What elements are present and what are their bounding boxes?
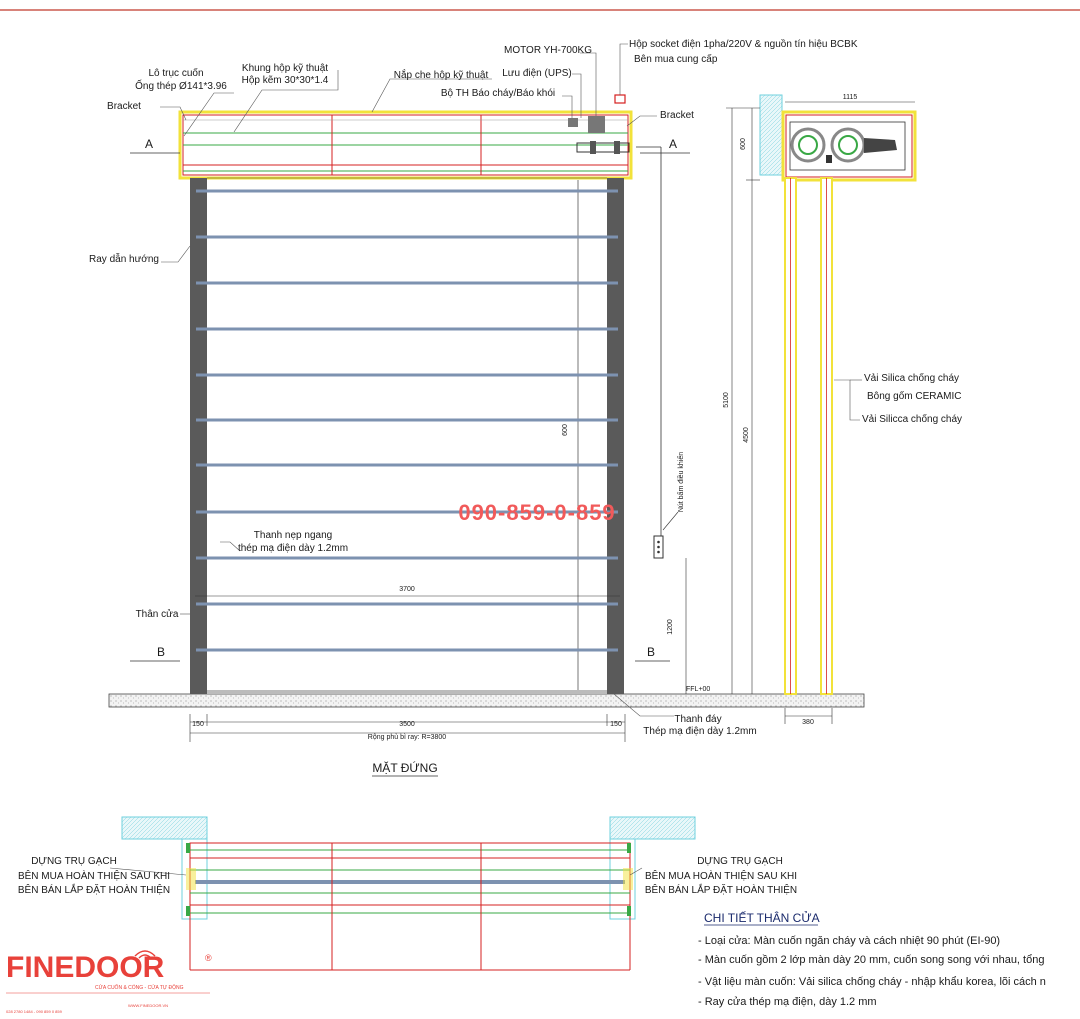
socket-box: [615, 95, 625, 103]
label-bottom-bar-1: Thanh đáy: [674, 714, 722, 725]
plan-bracket: [623, 868, 633, 890]
logo-contact: 028 2780 1484 - 090 859 0 859: [6, 1009, 62, 1014]
plan-frame: [190, 843, 630, 913]
plan-mark: [627, 843, 631, 853]
bottom-bar: [207, 690, 607, 694]
motor-box: [588, 116, 605, 133]
dim-3700: 3700: [399, 586, 415, 593]
phone-number: 090-859-0-859: [458, 500, 616, 525]
leader-motor: [580, 53, 596, 116]
plan-bracket: [186, 868, 196, 890]
label-silica-2: Vải Silicca chống cháy: [862, 414, 963, 425]
plan-mark: [186, 843, 190, 853]
label-ceramic: Bông gốm CERAMIC: [867, 391, 962, 402]
dim-1115: 1115: [842, 94, 858, 101]
spec-item-1: - Loại cửa: Màn cuốn ngăn cháy và cách nhiệt 90 phút (EI-90): [698, 935, 1001, 947]
leader-line: [663, 512, 678, 530]
plan-wall-right: [610, 817, 695, 839]
label-socket: Hộp socket điện 1pha/220V & nguồn tín hiệu BCBK: [629, 39, 858, 50]
plan-note-left-2: BÊN MUA HOÀN THIỆN SAU KHI: [17, 871, 171, 882]
section-a-right: A: [668, 137, 678, 151]
label-door-body: Thân cửa: [135, 609, 179, 620]
label-frame-2: Hộp kẽm 30*30*1.4: [241, 75, 329, 86]
plan-note-left-1: DỰNG TRỤ GẠCH: [31, 856, 117, 867]
dim-1200: 1200: [667, 619, 674, 635]
dim-3500: 3500: [399, 721, 415, 728]
logo-registered: ®: [205, 953, 212, 963]
logo-brand: FINEDOOR: [6, 951, 165, 984]
label-bottom-bar-2: Thép mạ điện dày 1.2mm: [643, 726, 757, 737]
label-fire-alarm: Bộ TH Báo cháy/Báo khói: [440, 88, 556, 99]
logo-tagline: CỬA CUỐN & CỔNG - CỬA TỰ ĐỘNG: [95, 985, 184, 991]
motor-clamp: [590, 141, 596, 154]
spec-item-3: - Vật liệu màn cuốn: Vải silica chống cháy - nhập khẩu korea, lõi cách n: [698, 976, 1046, 988]
ups-box: [568, 118, 578, 127]
label-bracket-left: Bracket: [107, 101, 141, 112]
label-control-button: Nút bấm điều khiển: [678, 451, 685, 513]
section-b-left: B: [156, 645, 166, 659]
label-silica-1: Vải Silica chống cháy: [864, 373, 960, 384]
label-slat-2: thép mạ điện dày 1.2mm: [237, 543, 349, 554]
elevation-view: [89, 38, 864, 776]
section-a-left: A: [144, 137, 154, 151]
leader-socket: [620, 44, 628, 95]
spec-item-2: - Màn cuốn gồm 2 lớp màn dày 20 mm, cuốn song song với nhau, tổng: [698, 954, 1045, 966]
dim-4500: 4500: [743, 427, 750, 443]
spec-item-4: - Ray cửa thép mạ điện, dày 1.2 mm: [698, 996, 877, 1008]
button-dot: [657, 546, 660, 549]
dim-5100: 5100: [723, 392, 730, 408]
motor-shaft: [577, 143, 629, 152]
section-b-right: B: [646, 645, 656, 659]
dim-600-inner: 600: [562, 424, 569, 436]
label-buyer-supply: Bên mua cung cấp: [634, 54, 718, 65]
roller-bracket: [826, 155, 832, 163]
motor-clamp: [614, 141, 620, 154]
label-slat-1: Thanh nẹp ngang: [253, 530, 333, 541]
label-motor: MOTOR YH-700KG: [504, 45, 592, 56]
label-roller-2: Ống thép Ø141*3.96: [135, 81, 227, 92]
label-frame-1: Khung hộp kỹ thuật: [241, 63, 329, 74]
plan-note-right-2: BÊN MUA HOÀN THIỆN SAU KHI: [644, 871, 798, 882]
elevation-title: MẶT ĐỨNG: [372, 761, 438, 775]
floor: [109, 694, 864, 707]
plan-mark: [186, 906, 190, 916]
logo-website: WWW.FINEDOOR.VN: [128, 1003, 168, 1008]
plan-mark: [627, 906, 631, 916]
slats-group: [196, 191, 618, 650]
label-cover: Nắp che hộp kỹ thuật: [393, 70, 489, 81]
button-dot: [657, 541, 660, 544]
label-guide-rail: Ray dẫn hướng: [89, 254, 159, 265]
side-section: [723, 94, 962, 726]
label-bracket-right: Bracket: [660, 110, 694, 121]
plan-wall-left: [122, 817, 207, 839]
dim-150-right: 150: [610, 721, 622, 728]
leader-rail: [161, 246, 190, 262]
label-roller-1: Lô trục cuốn: [148, 68, 204, 79]
plan-note-right-1: DỰNG TRỤ GẠCH: [697, 856, 783, 867]
dim-total-width: Rộng phủ bì ray: R=3800: [367, 734, 447, 741]
guide-rail-left: [190, 178, 207, 694]
dim-150-left: 150: [192, 721, 204, 728]
label-ffl: FFL+00: [686, 686, 711, 693]
label-ups: Lưu điện (UPS): [502, 68, 572, 79]
leader-silica: [834, 380, 860, 420]
specs-block: [698, 910, 1046, 1008]
side-wall: [760, 95, 782, 175]
dim-side-600: 600: [740, 138, 747, 150]
logo: [6, 951, 212, 1014]
specs-title: CHI TIẾT THÂN CỬA: [704, 911, 820, 925]
guide-rail-right: [607, 178, 624, 694]
plan-note-right-3: BÊN BÁN LẮP ĐẶT HOÀN THIỆN: [644, 885, 798, 896]
dim-380: 380: [802, 719, 814, 726]
button-dot: [657, 551, 660, 554]
plan-note-left-3: BÊN BÁN LẮP ĐẶT HOÀN THIỆN: [17, 885, 171, 896]
plan-view: [18, 817, 797, 970]
